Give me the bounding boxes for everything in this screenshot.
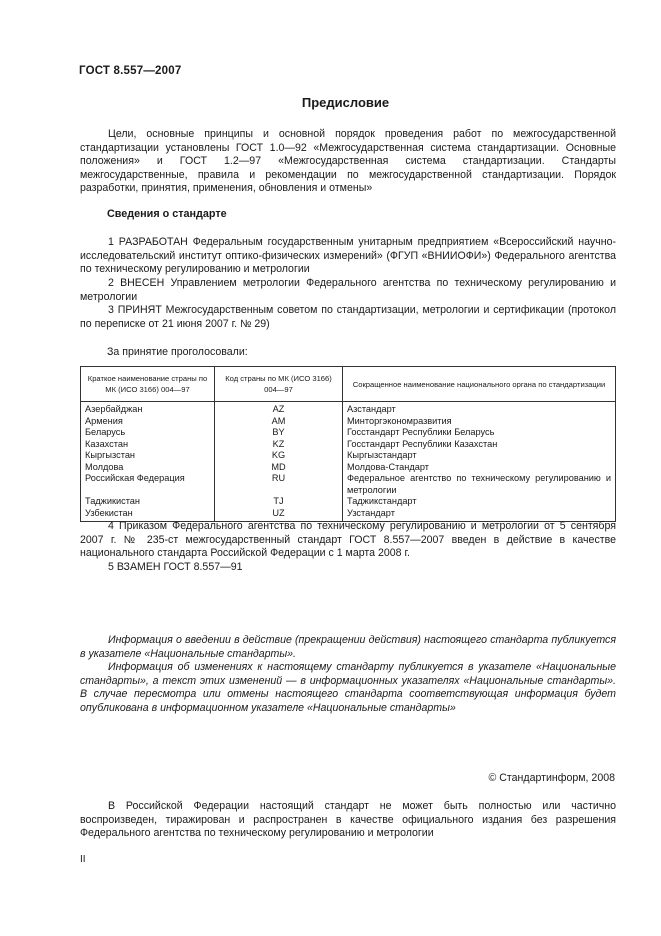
table-row: [81, 496, 616, 508]
table-header-row: [81, 367, 616, 402]
item-replaces: 5 ВЗАМЕН ГОСТ 8.557—91: [108, 561, 243, 573]
cell-country: Армения: [81, 416, 215, 428]
table-row: [81, 402, 616, 416]
table-row: [81, 473, 616, 496]
table-row: [81, 439, 616, 451]
cell-code: KZ: [215, 439, 343, 451]
cell-country: Беларусь: [81, 427, 215, 439]
intro-paragraph: Цели, основные принципы и основной порядок проведения работ по межгосударственной стандартизации установлены ГОСТ 1.0—92 «Межгосударственная система стандартизации. Основные положения» и ГОСТ 1.2—97 «Межгосударственная система стандартизации. Стандарты межгосударственные, правила и рекомендации по межгосударственной стандартизации. Порядок разработки, принятия, применения, обновления и отмены»: [80, 128, 616, 195]
cell-body: Узстандарт: [343, 508, 616, 522]
item-introduced: 2 ВНЕСЕН Управлением метрологии Федерального агентства по техническому регулированию и метрологии: [80, 277, 616, 303]
cell-country: Кыргызстан: [81, 450, 215, 462]
cell-body: Таджикстандарт: [343, 496, 616, 508]
cell-body: Федеральное агентство по техническому регулированию и метрологии: [343, 473, 616, 496]
notice-introduction: Информация о введении в действие (прекращении действия) настоящего стандарта публикуется в указателе «Национальные стандарты».: [80, 634, 616, 660]
header-country: Краткое наименование страны по МК (ИСО 3166) 004—97: [81, 367, 215, 402]
table-row: [81, 416, 616, 428]
cell-country: Таджикистан: [81, 496, 215, 508]
page-title: Предисловие: [301, 95, 390, 110]
cell-code: KG: [215, 450, 343, 462]
item-adopted: 3 ПРИНЯТ Межгосударственным советом по стандартизации, метрологии и сертификации (протокол по переписке от 21 июня 2007 г. № 29): [80, 304, 616, 330]
cell-code: RU: [215, 473, 343, 496]
cell-body: Минторгэкономразвития: [343, 416, 616, 428]
cell-country: Азербайджан: [81, 402, 215, 416]
cell-code: TJ: [215, 496, 343, 508]
cell-code: AZ: [215, 402, 343, 416]
cell-code: BY: [215, 427, 343, 439]
table-row: [81, 427, 616, 439]
cell-code: AM: [215, 416, 343, 428]
copyright: © Стандартинформ, 2008: [488, 772, 615, 784]
document-id: ГОСТ 8.557—2007: [79, 65, 182, 77]
cell-body: Госстандарт Республики Беларусь: [343, 427, 616, 439]
header-body: Сокращенное наименование национального органа по стандартизации: [343, 367, 616, 402]
info-heading: Сведения о стандарте: [107, 208, 227, 220]
cell-body: Молдова-Стандарт: [343, 462, 616, 474]
cell-code: MD: [215, 462, 343, 474]
cell-country: Молдова: [81, 462, 215, 474]
cell-body: Госстандарт Республики Казахстан: [343, 439, 616, 451]
cell-country: Узбекистан: [81, 508, 215, 522]
header-code: Код страны по МК (ИСО 3166) 004—97: [215, 367, 343, 402]
vote-label: За принятие проголосовали:: [107, 346, 248, 358]
cell-body: Кыргызстандарт: [343, 450, 616, 462]
page-number: II: [80, 854, 86, 865]
table-row: [81, 462, 616, 474]
cell-country: Казахстан: [81, 439, 215, 451]
item-developed: 1 РАЗРАБОТАН Федеральным государственным унитарным предприятием «Всероссийский научно-исследовательский институт оптико-физических измерений» (ФГУП «ВНИИОФИ») Федерального агентства по техническому регулированию и метрологии: [80, 236, 616, 276]
item-enacted: 4 Приказом Федерального агентства по техническому регулированию и метрологии от 5 сентября 2007 г. № 235-ст межгосударственный стандарт ГОСТ 8.557—2007 введен в действие в качестве национального стандарта Российской Федерации с 1 марта 2008 г.: [80, 520, 616, 560]
reproduction-notice: В Российской Федерации настоящий стандарт не может быть полностью или частично воспроизведен, тиражирован и распространен в качестве официального издания без разрешения Федерального агентства по техническому регулированию и метрологии: [80, 800, 616, 840]
table-row: [81, 450, 616, 462]
cell-code: UZ: [215, 508, 343, 522]
member-states-table: [80, 366, 616, 522]
notice-changes: Информация об изменениях к настоящему стандарту публикуется в указателе «Национальные стандарты», а текст этих изменений — в информационных указателях «Национальные стандарты». В случае пересмотра или отмены настоящего стандарта соответствующая информация будет опубликована в информационном указателе «Национальные стандарты»: [80, 661, 616, 714]
cell-body: Азстандарт: [343, 402, 616, 416]
cell-country: Российская Федерация: [81, 473, 215, 496]
